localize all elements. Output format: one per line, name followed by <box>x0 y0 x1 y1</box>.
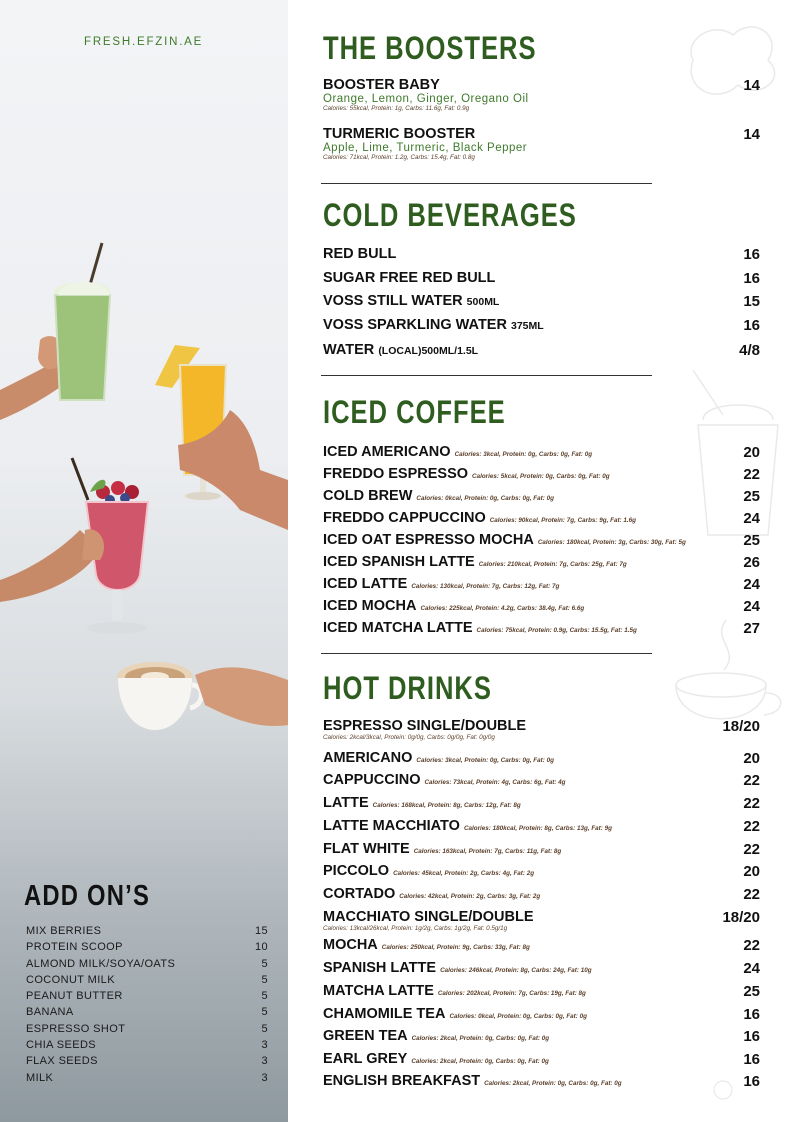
menu-item <box>323 598 760 614</box>
menu-item <box>323 983 760 999</box>
item-name <box>323 960 760 976</box>
addon-item <box>26 1037 268 1053</box>
item-name <box>323 1051 760 1067</box>
section-title-iced-coffee: ICED COFFEE <box>323 394 506 430</box>
menu-item <box>323 795 760 811</box>
addons-list <box>26 923 268 1086</box>
menu-item <box>323 1073 760 1089</box>
item-price: 24 <box>743 960 760 977</box>
item-name <box>323 937 760 953</box>
section-title-cold-beverages: COLD BEVERAGES <box>323 197 577 233</box>
item-name-text: ICED MATCHA LATTE <box>323 620 473 636</box>
item-name-text: LATTE MACCHIATO <box>323 818 460 834</box>
item-name <box>323 886 760 902</box>
item-name <box>323 909 760 925</box>
addon-price: 10 <box>254 941 268 954</box>
addon-price: 15 <box>254 925 268 937</box>
item-price: 22 <box>743 886 760 903</box>
item-name <box>323 317 760 333</box>
item-name-text: WATER <box>323 342 379 358</box>
item-name-text: VOSS SPARKLING WATER <box>323 317 511 333</box>
item-name-text: COLD BREW <box>323 488 413 504</box>
menu-item <box>323 576 760 592</box>
item-name: TURMERIC BOOSTER <box>323 126 476 142</box>
item-name <box>323 718 760 734</box>
addons-title: ADD ON’S <box>24 880 151 912</box>
menu-item <box>323 818 760 834</box>
addon-price: 3 <box>261 1039 268 1052</box>
menu-item <box>323 718 760 741</box>
item-name-text: ENGLISH BREAKFAST <box>323 1073 481 1089</box>
item-nutrition: Calories: 210kcal, Protein: 7g, Carbs: 25g, Fat: 7g <box>478 561 627 568</box>
item-name-text: CHAMOMILE TEA <box>323 1006 446 1022</box>
item-name <box>323 293 760 309</box>
item-price: 22 <box>743 841 760 858</box>
item-nutrition: Calories: 2kcal, Protein: 0g, Carbs: 0g, Fat: 0g <box>484 1080 622 1087</box>
item-name-text: EARL GREY <box>323 1051 408 1067</box>
item-name <box>323 510 760 526</box>
item-name-text: ICED OAT ESPRESSO MOCHA <box>323 532 534 548</box>
drinks-photo <box>0 230 288 740</box>
menu-item <box>323 444 760 460</box>
addon-item <box>26 972 268 988</box>
item-name <box>323 444 760 460</box>
item-nutrition: Calories: 75kcal, Protein: 0.9g, Carbs: 15.5g, Fat: 1.5g <box>476 627 637 634</box>
item-size: 500ML <box>466 296 500 308</box>
item-price: 18/20 <box>722 718 760 735</box>
item-price: 20 <box>743 750 760 767</box>
item-nutrition: Calories: 3kcal, Protein: 0g, Carbs: 0g, Fat: 0g <box>416 757 554 764</box>
addon-name: CHIA SEEDS <box>26 1039 97 1052</box>
item-nutrition: Calories: 250kcal, Protein: 9g, Carbs: 33g, Fat: 8g <box>381 944 530 951</box>
section-title-hot-drinks: HOT DRINKS <box>323 670 492 706</box>
item-nutrition: Calories: 73kcal, Protein: 4g, Carbs: 6g, Fat: 4g <box>424 779 566 786</box>
item-price: 22 <box>743 795 760 812</box>
item-name <box>323 1073 760 1089</box>
item-nutrition: Calories: 71kcal, Protein: 1.2g, Carbs: 15.4g, Fat: 0.8g <box>323 154 475 161</box>
menu-item <box>323 317 760 333</box>
addon-name: ESPRESSO SHOT <box>26 1022 126 1035</box>
item-price: 26 <box>743 554 760 571</box>
item-price: 22 <box>743 772 760 789</box>
item-price: 25 <box>743 488 760 505</box>
item-name <box>323 270 760 286</box>
addon-item <box>26 988 268 1004</box>
item-nutrition: Calories: 130kcal, Protein: 7g, Carbs: 12g, Fat: 7g <box>411 583 560 590</box>
addon-price: 5 <box>261 1022 268 1035</box>
menu-item <box>323 510 760 526</box>
item-name <box>323 863 760 879</box>
menu-item <box>323 772 760 788</box>
item-size: 375ML <box>510 320 544 332</box>
item-name <box>323 466 760 482</box>
addon-item <box>26 1021 268 1037</box>
item-nutrition: Calories: 3kcal, Protein: 0g, Carbs: 0g, Fat: 0g <box>454 451 593 458</box>
item-name <box>323 532 760 548</box>
menu-item <box>323 270 760 286</box>
menu-item <box>323 488 760 504</box>
item-nutrition: Calories: 168kcal, Protein: 8g, Carbs: 12g, Fat: 8g <box>372 802 521 809</box>
item-price: 16 <box>743 270 760 287</box>
section-divider <box>321 653 652 654</box>
menu-item <box>323 620 760 636</box>
addon-name: FLAX SEEDS <box>26 1055 98 1068</box>
menu-item <box>323 554 760 570</box>
website-label: FRESH.EFZIN.AE <box>84 36 204 48</box>
item-price: 25 <box>743 532 760 549</box>
item-nutrition: Calories: 0kcal, Protein: 0g, Carbs: 0g, Fat: 0g <box>416 495 554 502</box>
menu-item <box>323 1051 760 1067</box>
item-nutrition: Calories: 202kcal, Protein: 7g, Carbs: 19g, Fat: 8g <box>437 990 586 997</box>
menu-item <box>323 246 760 262</box>
addon-item <box>26 1070 268 1086</box>
item-name <box>323 841 760 857</box>
menu-item <box>323 841 760 857</box>
item-price: 20 <box>743 444 760 461</box>
item-nutrition: Calories: 2kcal, Protein: 0g, Carbs: 0g, Fat: 0g <box>411 1035 550 1042</box>
addon-name: MILK <box>26 1071 54 1084</box>
addon-name: MIX BERRIES <box>26 925 102 937</box>
item-name <box>323 983 760 999</box>
latte-cup-illustration <box>117 662 288 730</box>
item-ingredients: Apple, Lime, Turmeric, Black Pepper <box>323 142 528 154</box>
item-name <box>323 772 760 788</box>
item-nutrition: Calories: 163kcal, Protein: 7g, Carbs: 11g, Fat: 8g <box>413 848 562 855</box>
item-name-text: ICED MOCHA <box>323 598 417 614</box>
item-price: 22 <box>743 937 760 954</box>
item-price: 18/20 <box>722 909 760 926</box>
item-price: 16 <box>743 246 760 263</box>
item-price: 20 <box>743 863 760 880</box>
item-price: 4/8 <box>739 342 760 359</box>
item-name-text: FREDDO ESPRESSO <box>323 466 469 482</box>
menu-item <box>323 863 760 879</box>
item-nutrition: Calories: 180kcal, Protein: 8g, Carbs: 13g, Fat: 9g <box>463 825 612 832</box>
item-name <box>323 246 760 262</box>
addon-price: 5 <box>261 1006 268 1019</box>
item-price: 14 <box>743 126 760 143</box>
item-name <box>323 598 760 614</box>
item-name <box>323 818 760 834</box>
berry-smoothie-illustration <box>0 458 148 634</box>
section-title-boosters: THE BOOSTERS <box>323 30 537 66</box>
menu-item <box>323 937 760 953</box>
item-name <box>323 1006 760 1022</box>
item-nutrition: Calories: 246kcal, Protein: 8g, Carbs: 24g, Fat: 10g <box>440 967 592 974</box>
item-name: BOOSTER BABY <box>323 77 440 93</box>
menu-item <box>323 886 760 902</box>
addon-name: PEANUT BUTTER <box>26 990 123 1003</box>
addon-price: 3 <box>261 1055 268 1068</box>
menu-item <box>323 293 760 309</box>
item-price: 16 <box>743 1051 760 1068</box>
item-price: 16 <box>743 1073 760 1090</box>
addon-item <box>26 956 268 972</box>
item-name-text: CAPPUCCINO <box>323 772 421 788</box>
item-name-text: FLAT WHITE <box>323 841 410 857</box>
item-nutrition: Calories: 180kcal, Protein: 3g, Carbs: 30g, Fat: 5g <box>537 539 686 546</box>
item-nutrition: Calories: 42kcal, Protein: 2g, Carbs: 3g, Fat: 2g <box>399 893 541 900</box>
item-nutrition: Calories: 225kcal, Protein: 4.2g, Carbs: 38.4g, Fat: 6.6g <box>420 605 585 612</box>
orange-juice-illustration <box>155 345 288 530</box>
section-divider <box>321 183 652 184</box>
item-nutrition: Calories: 0kcal, Protein: 0g, Carbs: 0g, Fat: 0g <box>449 1013 587 1020</box>
item-name-text: AMERICANO <box>323 750 413 766</box>
addon-price: 5 <box>261 957 268 970</box>
addon-price: 5 <box>261 973 268 986</box>
addon-name: COCONUT MILK <box>26 973 115 986</box>
item-price: 24 <box>743 598 760 615</box>
green-smoothie-illustration <box>0 243 110 420</box>
menu-item <box>323 1006 760 1022</box>
item-name-text: SUGAR FREE RED BULL <box>323 270 496 286</box>
item-nutrition: Calories: 45kcal, Protein: 2g, Carbs: 4g, Fat: 2g <box>393 870 535 877</box>
menu-panel <box>288 0 793 1122</box>
item-name-text: MATCHA LATTE <box>323 983 434 999</box>
menu-item <box>323 466 760 482</box>
item-name <box>323 554 760 570</box>
item-name-text: GREEN TEA <box>323 1028 408 1044</box>
item-nutrition: Calories: 55kcal, Protein: 1g, Carbs: 11.6g, Fat: 0.9g <box>323 105 470 112</box>
item-name <box>323 342 760 358</box>
item-name <box>323 1028 760 1044</box>
item-nutrition: Calories: 90kcal, Protein: 7g, Carbs: 9g, Fat: 1.6g <box>489 517 637 524</box>
item-name-text: ICED AMERICANO <box>323 444 451 460</box>
item-name-text: ICED SPANISH LATTE <box>323 554 475 570</box>
item-price: 22 <box>743 818 760 835</box>
item-nutrition: Calories: 2kcal/3kcal, Protein: 0g/0g, Carbs: 0g/0g, Fat: 0g/0g <box>323 734 495 741</box>
item-name <box>323 750 760 766</box>
item-price: 24 <box>743 576 760 593</box>
item-price: 14 <box>743 77 760 94</box>
menu-item <box>323 909 760 932</box>
menu-item <box>323 960 760 976</box>
menu-item-booster-baby <box>323 77 760 112</box>
item-name-text: MACCHIATO SINGLE/DOUBLE <box>323 909 534 925</box>
item-name-text: SPANISH LATTE <box>323 960 437 976</box>
item-name <box>323 576 760 592</box>
section-divider <box>321 375 652 376</box>
item-name <box>323 795 760 811</box>
item-price: 22 <box>743 466 760 483</box>
item-price: 16 <box>743 1028 760 1045</box>
item-name <box>323 488 760 504</box>
item-price: 16 <box>743 1006 760 1023</box>
item-name <box>323 620 760 636</box>
item-name-text: ESPRESSO SINGLE/DOUBLE <box>323 718 527 734</box>
addon-item <box>26 939 268 955</box>
menu-item <box>323 532 760 548</box>
item-price: 25 <box>743 983 760 1000</box>
menu-item <box>323 1028 760 1044</box>
menu-item <box>323 750 760 766</box>
item-price: 15 <box>743 293 760 310</box>
item-price: 24 <box>743 510 760 527</box>
item-name-text: MOCHA <box>323 937 378 953</box>
item-name-text: FREDDO CAPPUCCINO <box>323 510 486 526</box>
item-name-text: RED BULL <box>323 246 397 262</box>
menu-item <box>323 342 760 358</box>
addon-item <box>26 1004 268 1020</box>
item-size: (LOCAL)500ML/1.5L <box>378 345 479 357</box>
addon-item <box>26 1053 268 1069</box>
item-nutrition: Calories: 13kcal/26kcal, Protein: 1g/2g, Carbs: 1g/2g, Fat: 0.5g/1g <box>323 925 508 932</box>
addon-price: 3 <box>261 1071 268 1084</box>
item-name-text: LATTE <box>323 795 369 811</box>
menu-item-turmeric-booster <box>323 126 760 161</box>
addon-name: BANANA <box>26 1006 74 1019</box>
item-nutrition: Calories: 2kcal, Protein: 0g, Carbs: 0g, Fat: 0g <box>411 1058 549 1065</box>
item-price: 16 <box>743 317 760 334</box>
item-name-text: PICCOLO <box>323 863 390 879</box>
addon-price: 5 <box>261 990 268 1003</box>
left-panel <box>0 0 288 1122</box>
addon-name: ALMOND MILK/SOYA/OATS <box>26 957 176 970</box>
item-name-text: VOSS STILL WATER <box>323 293 467 309</box>
addon-name: PROTEIN SCOOP <box>26 941 123 954</box>
item-price: 27 <box>743 620 760 637</box>
addon-item <box>26 923 268 939</box>
item-name-text: CORTADO <box>323 886 396 902</box>
item-name-text: ICED LATTE <box>323 576 408 592</box>
item-ingredients: Orange, Lemon, Ginger, Oregano Oil <box>323 93 529 105</box>
item-nutrition: Calories: 5kcal, Protein: 0g, Carbs: 0g, Fat: 0g <box>472 473 610 480</box>
